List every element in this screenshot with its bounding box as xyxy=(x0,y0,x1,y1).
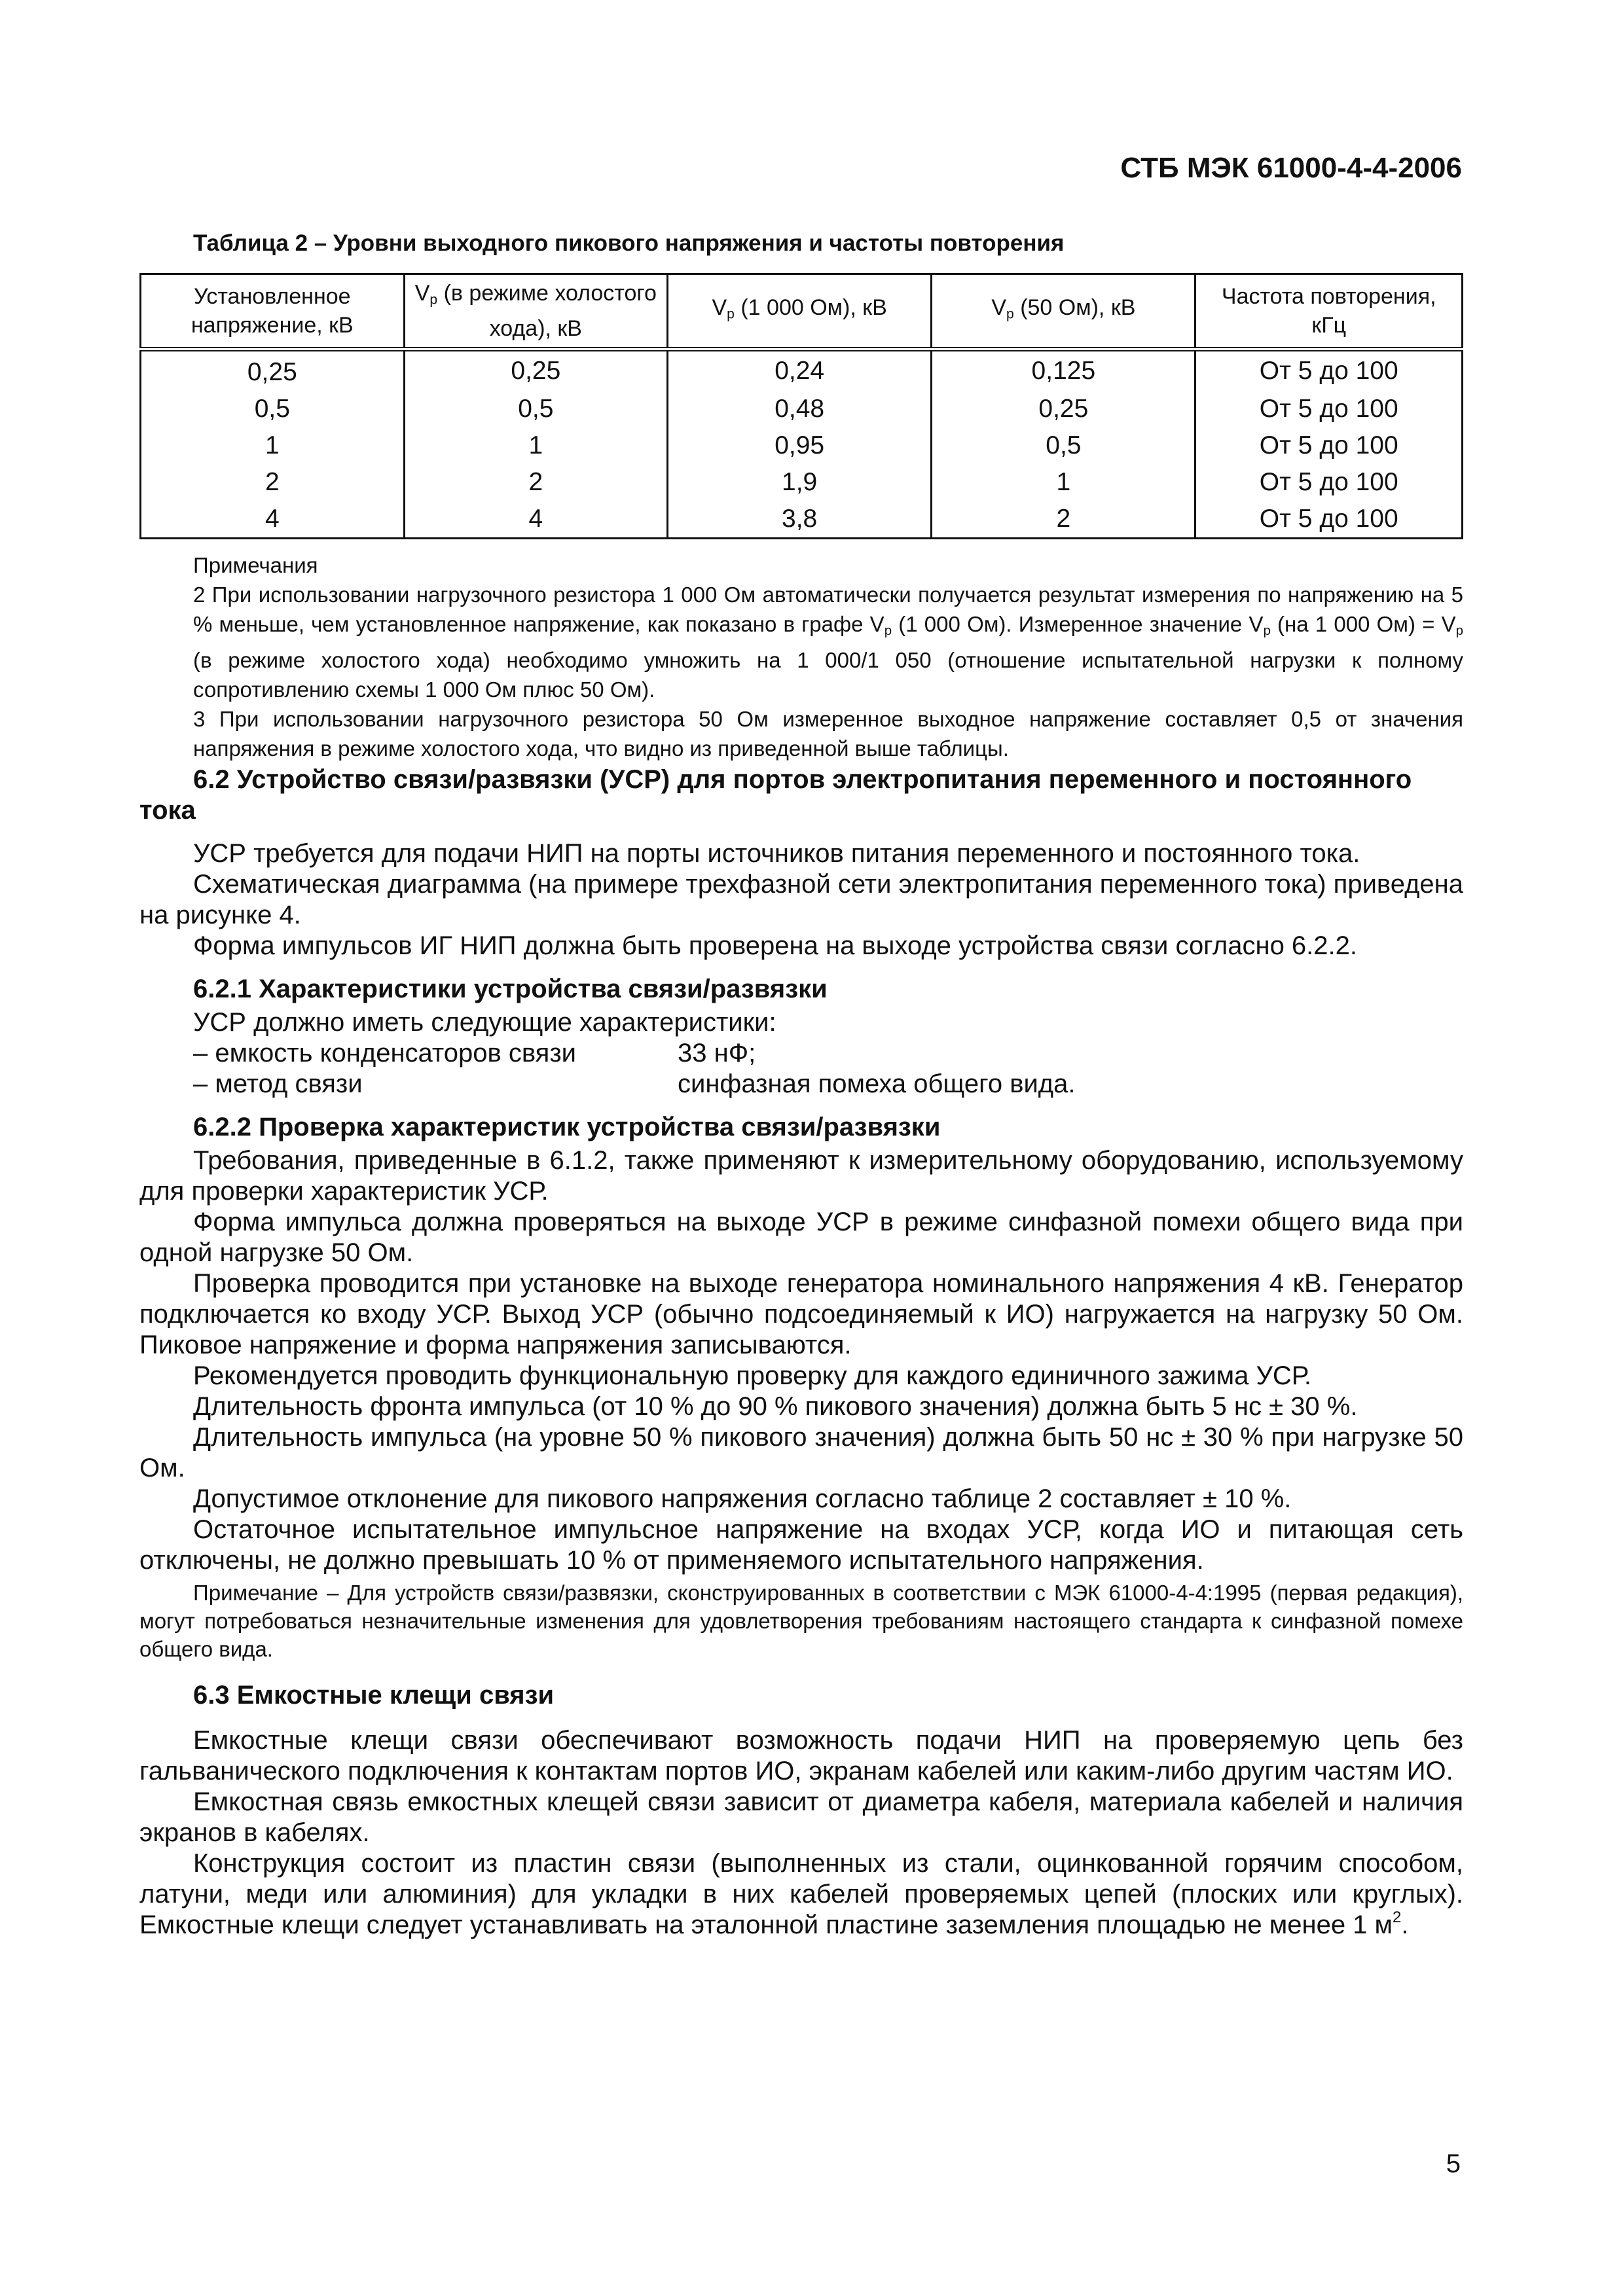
table-cell: 0,5 xyxy=(932,427,1195,464)
paragraph: Проверка проводится при установке на выходе генератора номинального напряжения 4 кВ. Генератор подключается ко входу УСР. Выход УСР (обычно подсоединяемый к ИО) нагружается на нагрузку 50 Ом. Пиковое напряжение и форма напряжения записываются. xyxy=(139,1269,1463,1359)
table-notes xyxy=(193,550,1463,763)
table-cell: 4 xyxy=(141,501,405,539)
table-cell: 2 xyxy=(932,501,1195,539)
col-header-set-voltage: Установленное напряжение, кВ xyxy=(141,274,405,350)
paragraph: Длительность импульса (на уровне 50 % пикового значения) должна быть 50 нс ± 30 % при нагрузке 50 Ом. xyxy=(139,1423,1463,1482)
paragraph: Схематическая диаграмма (на примере трехфазной сети электропитания переменного тока) приведена на рисунке 4. xyxy=(139,870,1463,929)
heading-6-3: 6.3 Емкостные клещи связи xyxy=(193,1681,555,1710)
characteristic-value: 33 нФ; xyxy=(678,1039,756,1067)
paragraph: Емкостная связь емкостных клещей связи зависит от диаметра кабеля, материала кабелей и наличия экранов в кабелях. xyxy=(139,1787,1463,1847)
heading-6-2-1: 6.2.1 Характеристики устройства связи/развязки xyxy=(193,975,828,1003)
notes-title: Примечания xyxy=(193,553,318,577)
characteristic-value: синфазная помеха общего вида. xyxy=(678,1069,1076,1098)
main-content xyxy=(139,764,1463,1941)
paragraph: Форма импульса должна проверяться на выходе УСР в режиме синфазной помехи общего вида при одной нагрузке 50 Ом. xyxy=(139,1208,1463,1267)
col-header-50-ohm: $V_p$ (50 Ом), кВ xyxy=(932,274,1195,350)
characteristic-name: – емкость конденсаторов связи xyxy=(193,1039,577,1067)
table-row xyxy=(141,391,1463,427)
table-row xyxy=(141,501,1463,539)
heading-6-2: 6.2 Устройство связи/развязки (УСР) для портов электропитания переменного и постоянного тока xyxy=(139,765,1412,825)
paragraph: Длительность фронта импульса (от 10 % до 90 % пикового значения) должна быть 5 нс ± 30 %. xyxy=(193,1392,1358,1421)
table-cell: 0,5 xyxy=(404,391,667,427)
col-header-repetition-rate: Частота повторения, кГц xyxy=(1195,274,1463,350)
heading-6-2-2: 6.2.2 Проверка характеристик устройства связи/развязки xyxy=(193,1113,941,1141)
table-cell: 2 xyxy=(404,464,667,501)
table-cell: 1 xyxy=(141,427,405,464)
paragraph: Остаточное испытательное импульсное напряжение на входах УСР, когда ИО и питающая сеть отключены, не должно превышать 10 % от применяемого испытательного напряжения. xyxy=(139,1515,1463,1575)
table-cell: 4 xyxy=(404,501,667,539)
paragraph: Форма импульсов ИГ НИП должна быть проверена на выходе устройства связи согласно 6.2.2. xyxy=(193,931,1358,960)
note-3: 3 При использовании нагрузочного резистора 50 Ом измеренное выходное напряжение составляет 0,5 от значения напряжения в режиме холостого хода, что видно из приведенной выше таблицы. xyxy=(193,707,1463,761)
col-header-open-circuit: $V_p$ (в режиме холостого хода), кВ xyxy=(404,274,667,350)
paragraph: Требования, приведенные в 6.1.2, также применяют к измерительному оборудованию, используемому для проверки характеристик УСР. xyxy=(139,1146,1463,1206)
table-caption: Таблица 2 – Уровни выходного пикового напряжения и частоты повторения xyxy=(193,230,1065,256)
table-cell: 1 xyxy=(932,464,1195,501)
page-number: 5 xyxy=(1446,2149,1461,2178)
table-cell: 0,25 xyxy=(141,350,405,391)
table-cell: 0,25 xyxy=(404,350,667,391)
table-cell: 1,9 xyxy=(668,464,932,501)
table-header-row xyxy=(141,274,1463,350)
col-header-1000-ohm: $V_p$ (1 000 Ом), кВ xyxy=(668,274,932,350)
standard-code: СТБ МЭК 61000-4-4-2006 xyxy=(1120,152,1462,184)
table-row xyxy=(141,427,1463,464)
paragraph: УСР требуется для подачи НИП на порты источников питания переменного и постоянного тока. xyxy=(193,839,1360,868)
paragraph: Рекомендуется проводить функциональную проверку для каждого единичного зажима УСР. xyxy=(193,1361,1312,1390)
table-cell: 0,5 xyxy=(141,391,405,427)
table-cell: 0,125 xyxy=(932,350,1195,391)
list-item xyxy=(139,1069,1463,1100)
table-cell: 0,25 xyxy=(932,391,1195,427)
table-cell: 0,24 xyxy=(668,350,932,391)
table-row xyxy=(141,464,1463,501)
table-cell: От 5 до 100 xyxy=(1195,501,1463,539)
table-cell: 0,48 xyxy=(668,391,932,427)
output-levels-table xyxy=(139,273,1463,539)
paragraph: Конструкция состоит из пластин связи (выполненных из стали, оцинкованной горячим способом, латуни, меди или алюминия) для укладки в них кабелей проверяемых цепей (плоских или круглых). Емкостные клещи следует устанавливать на эталонной пластине заземления площадью не менее 1 $м^2$. xyxy=(139,1849,1463,1939)
table-cell: От 5 до 100 xyxy=(1195,427,1463,464)
table-row xyxy=(141,350,1463,391)
table-cell: 2 xyxy=(141,464,405,501)
paragraph: УСР должно иметь следующие характеристики: xyxy=(193,1008,776,1037)
table-cell: 1 xyxy=(404,427,667,464)
note-2: 2 При использовании нагрузочного резистора 1 000 Ом автоматически получается результат измерения по напряжению на 5 % меньше, чем установленное напряжение, как показано в графе $V_p$ (1 000 Ом). Измеренное значение $V_p$ (на 1 000 $Ом) = V_p$ (в режиме холостого хода) необходимо умножить на 1 000/1 050 (отношение испытательной нагрузки к полному сопротивлению схемы 1 000 Ом плюс 50 Ом). xyxy=(193,583,1463,702)
table-cell: От 5 до 100 xyxy=(1195,464,1463,501)
paragraph: Допустимое отклонение для пикового напряжения согласно таблице 2 составляет ± 10 %. xyxy=(193,1484,1292,1513)
characteristics-list xyxy=(139,1038,1463,1100)
table-cell: От 5 до 100 xyxy=(1195,391,1463,427)
paragraph: Емкостные клещи связи обеспечивают возможность подачи НИП на проверяемую цепь без гальванического подключения к контактам портов ИО, экранам кабелей или каким-либо другим частям ИО. xyxy=(139,1726,1463,1785)
table-cell: 0,95 xyxy=(668,427,932,464)
characteristic-name: – метод связи xyxy=(193,1069,363,1098)
table-cell: 3,8 xyxy=(668,501,932,539)
list-item xyxy=(139,1038,1463,1069)
note-paragraph: Примечание – Для устройств связи/развязки, сконструированных в соответствии с МЭК 61000-4-4:1995 (первая редакция), могут потребоваться незначительные изменения для удовлетворения требованиям настоящего стандарта к синфазной помехе общего вида. xyxy=(139,1581,1463,1661)
table-cell: От 5 до 100 xyxy=(1195,350,1463,391)
